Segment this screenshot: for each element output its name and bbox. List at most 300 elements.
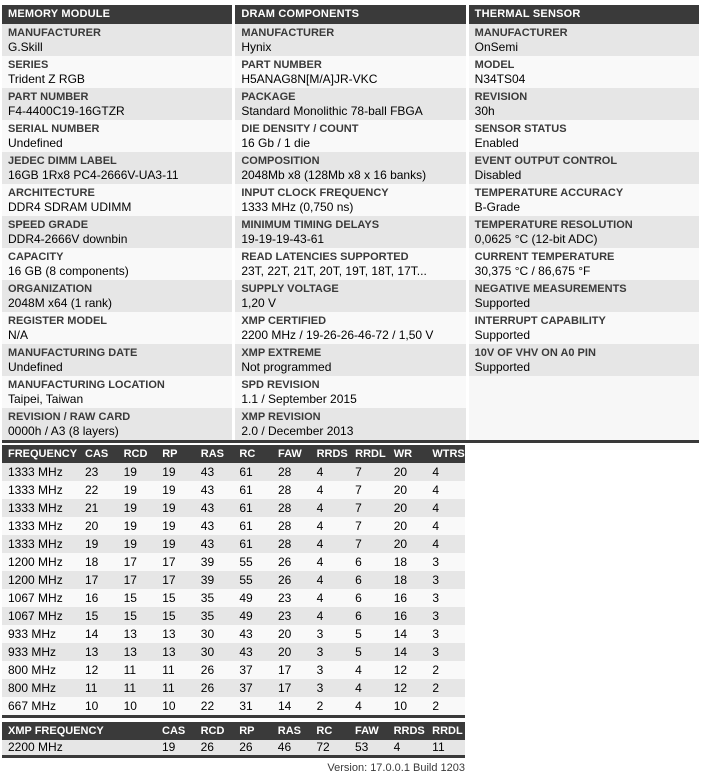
table-header-cell: CAS <box>85 448 109 460</box>
table-cell: 61 <box>239 519 253 533</box>
field-group <box>2 344 232 376</box>
table-header-cell: RP <box>162 448 178 460</box>
table-cell: 26 <box>200 663 215 677</box>
field-group <box>235 56 465 88</box>
table-header-cell: RC <box>316 725 333 737</box>
field-value: 1,20 V <box>241 296 277 310</box>
field-group <box>235 312 465 344</box>
field-value: H5ANAG8N[M/A]JR-VKC <box>241 72 378 86</box>
table-cell: 2 <box>432 681 440 695</box>
info-column <box>235 5 465 440</box>
field-group <box>469 24 699 56</box>
table-cell: 19 <box>162 740 176 754</box>
table-cell: 10 <box>85 699 99 713</box>
field-value: Undefined <box>8 136 63 150</box>
table-row <box>2 643 465 661</box>
table-header-cell: FAW <box>277 448 302 460</box>
table-cell: 35 <box>200 591 215 605</box>
table-cell: 43 <box>200 465 215 479</box>
table-cell: 28 <box>277 483 292 497</box>
field-label: SPEED GRADE <box>8 219 89 231</box>
table-cell: 55 <box>239 573 253 587</box>
table-cell: 800 MHz <box>8 663 57 677</box>
table-cell: 22 <box>200 699 215 713</box>
table-cell: 49 <box>239 591 253 605</box>
table-row <box>2 625 465 643</box>
table-cell: 7 <box>355 465 362 479</box>
table-header-cell: CAS <box>162 725 186 737</box>
table-cell: 4 <box>355 681 362 695</box>
table-cell: 20 <box>393 519 408 533</box>
table-cell: 1200 MHz <box>8 573 63 587</box>
table-cell: 28 <box>277 537 292 551</box>
table-cell: 14 <box>393 627 408 641</box>
field-label: ARCHITECTURE <box>8 187 95 199</box>
table-cell: 14 <box>85 627 99 641</box>
table-cell: 3 <box>316 681 324 695</box>
field-value: N34TS04 <box>474 72 526 86</box>
field-label: JEDEC DIMM LABEL <box>8 155 117 167</box>
table-cell: 1067 MHz <box>8 609 63 623</box>
table-cell: 4 <box>355 699 362 713</box>
table-cell: 4 <box>432 501 440 515</box>
field-group <box>469 280 699 312</box>
field-group <box>235 280 465 312</box>
field-label: CAPACITY <box>8 251 64 263</box>
field-group <box>469 184 699 216</box>
table-header-cell: RAS <box>277 725 302 737</box>
table-cell: 16 <box>85 591 99 605</box>
field-value: Taipei, Taiwan <box>8 392 84 406</box>
table-cell: 13 <box>85 645 99 659</box>
table-cell: 11 <box>432 740 445 754</box>
table-cell: 19 <box>162 465 176 479</box>
table-cell: 10 <box>393 699 408 713</box>
table-cell: 1067 MHz <box>8 591 63 605</box>
field-label: SUPPLY VOLTAGE <box>241 283 339 295</box>
table-cell: 4 <box>316 573 324 587</box>
table-cell: 46 <box>277 740 292 754</box>
table-cell: 4 <box>316 555 324 569</box>
field-value: N/A <box>8 328 29 342</box>
table-row <box>2 740 465 755</box>
field-value: 2048M x64 (1 rank) <box>8 296 113 310</box>
table-cell: 1333 MHz <box>8 537 63 551</box>
field-label: PART NUMBER <box>8 91 89 103</box>
table-cell: 4 <box>316 501 324 515</box>
field-value: 19-19-19-43-61 <box>241 232 325 246</box>
table-cell: 5 <box>355 627 362 641</box>
table-cell: 4 <box>316 483 324 497</box>
table-cell: 1333 MHz <box>8 483 63 497</box>
table-cell: 31 <box>239 699 253 713</box>
table-cell: 3 <box>432 627 440 641</box>
field-label: ORGANIZATION <box>8 283 93 295</box>
field-value: 1.1 / September 2015 <box>241 392 357 406</box>
table-cell: 23 <box>85 465 99 479</box>
table-cell: 26 <box>200 740 214 754</box>
table-cell: 17 <box>277 681 292 695</box>
field-group <box>235 24 465 56</box>
table-cell: 16 <box>393 591 408 605</box>
table-cell: 18 <box>393 573 408 587</box>
field-label: MANUFACTURING LOCATION <box>8 379 165 391</box>
field-label: MANUFACTURER <box>8 27 101 39</box>
field-label: READ LATENCIES SUPPORTED <box>241 251 409 263</box>
table-cell: 3 <box>316 663 324 677</box>
table-cell: 26 <box>277 573 292 587</box>
field-value: 0000h / A3 (8 layers) <box>8 424 119 438</box>
field-label: REVISION <box>474 91 528 103</box>
field-label: PACKAGE <box>241 91 296 103</box>
table-header-cell: RRDL <box>355 448 386 460</box>
field-value: DDR4-2666V downbin <box>8 232 128 246</box>
field-group <box>469 216 699 248</box>
table-cell: 15 <box>162 591 176 605</box>
table-row <box>2 499 465 517</box>
column-title: THERMAL SENSOR <box>474 8 581 20</box>
table-cell: 37 <box>239 681 253 695</box>
table-cell: 4 <box>316 465 324 479</box>
field-group <box>2 88 232 120</box>
table-cell: 61 <box>239 501 253 515</box>
field-group <box>235 184 465 216</box>
table-header-cell: XMP FREQUENCY <box>8 725 104 737</box>
table-cell: 11 <box>123 663 137 677</box>
table-cell: 13 <box>123 627 137 641</box>
table-cell: 19 <box>123 519 137 533</box>
field-value: 2048Mb x8 (128Mb x8 x 16 banks) <box>241 168 427 182</box>
table-cell: 19 <box>162 501 176 515</box>
field-value: F4-4400C19-16GTZR <box>8 104 125 118</box>
table-cell: 7 <box>355 519 362 533</box>
table-cell: 1333 MHz <box>8 519 63 533</box>
field-group <box>469 312 699 344</box>
table-cell: 2200 MHz <box>8 740 63 754</box>
info-column <box>469 5 699 440</box>
table-cell: 4 <box>432 483 440 497</box>
table-cell: 3 <box>432 645 440 659</box>
table-cell: 11 <box>162 681 175 695</box>
table-cell: 14 <box>393 645 408 659</box>
table-cell: 1333 MHz <box>8 465 63 479</box>
table-cell: 4 <box>432 465 440 479</box>
table-cell: 53 <box>354 740 369 754</box>
table-header-row <box>2 445 465 463</box>
field-label: INTERRUPT CAPABILITY <box>474 315 606 327</box>
field-value: DDR4 SDRAM UDIMM <box>8 200 132 214</box>
table-cell: 35 <box>200 609 215 623</box>
field-label: REGISTER MODEL <box>8 315 108 327</box>
table-cell: 15 <box>123 591 137 605</box>
field-value: Trident Z RGB <box>8 72 85 86</box>
field-group <box>235 88 465 120</box>
table-cell: 20 <box>393 501 408 515</box>
table-cell: 17 <box>277 663 292 677</box>
table-cell: 3 <box>432 591 440 605</box>
field-group <box>469 248 699 280</box>
table-cell: 6 <box>355 609 362 623</box>
field-group <box>2 24 232 56</box>
table-cell: 16 <box>393 609 408 623</box>
field-label: MANUFACTURING DATE <box>8 347 138 359</box>
table-cell: 23 <box>277 609 292 623</box>
table-cell: 11 <box>162 663 175 677</box>
info-columns <box>2 5 699 440</box>
field-label: MANUFACTURER <box>474 27 568 39</box>
table-cell: 14 <box>277 699 292 713</box>
field-value: Enabled <box>474 136 519 150</box>
table-cell: 7 <box>355 483 362 497</box>
table-header-cell: WR <box>393 448 413 460</box>
table-header-cell: RRDS <box>316 448 348 460</box>
field-group <box>2 120 232 152</box>
field-value: G.Skill <box>8 40 43 54</box>
table-row <box>2 571 465 589</box>
table-cell: 4 <box>316 537 324 551</box>
version-text: Version: 17.0.0.1 Build 1203 <box>327 762 465 774</box>
table-cell: 13 <box>162 645 176 659</box>
table-cell: 39 <box>200 573 215 587</box>
table-cell: 13 <box>123 645 137 659</box>
field-label: MANUFACTURER <box>241 27 335 39</box>
table-header-cell: RCD <box>200 725 225 737</box>
table-cell: 11 <box>123 681 137 695</box>
table-header-cell: RCD <box>123 448 148 460</box>
field-group <box>2 376 232 408</box>
field-value: 16 Gb / 1 die <box>241 136 311 150</box>
field-label: XMP EXTREME <box>241 347 322 359</box>
column-title: DRAM COMPONENTS <box>241 8 360 20</box>
field-list <box>2 24 232 440</box>
field-group <box>235 120 465 152</box>
table-cell: 3 <box>316 645 324 659</box>
table-cell: 17 <box>123 573 137 587</box>
table-cell: 20 <box>277 645 292 659</box>
field-value: 2.0 / December 2013 <box>241 424 354 438</box>
table-cell: 12 <box>393 681 408 695</box>
field-group <box>235 152 465 184</box>
field-value: Standard Monolithic 78-ball FBGA <box>241 104 423 118</box>
field-value: 30,375 °C / 86,675 °F <box>474 264 591 278</box>
field-group <box>2 280 232 312</box>
field-label: TEMPERATURE ACCURACY <box>474 187 624 199</box>
field-value: 30h <box>474 104 495 118</box>
field-group <box>235 376 465 408</box>
table-cell: 7 <box>355 537 362 551</box>
field-group <box>469 56 699 88</box>
table-cell: 30 <box>200 645 215 659</box>
field-value: Undefined <box>8 360 63 374</box>
field-label: NEGATIVE MEASUREMENTS <box>474 283 627 295</box>
column-title: MEMORY MODULE <box>8 8 111 20</box>
table-cell: 20 <box>393 483 408 497</box>
table-cell: 43 <box>239 627 253 641</box>
field-group <box>469 120 699 152</box>
table-cell: 49 <box>239 609 253 623</box>
table-cell: 15 <box>85 609 99 623</box>
table-cell: 15 <box>162 609 176 623</box>
field-list <box>469 24 699 376</box>
table-cell: 28 <box>277 519 292 533</box>
table-cell: 43 <box>200 537 215 551</box>
field-list <box>235 24 465 440</box>
table-cell: 19 <box>123 483 137 497</box>
field-value: 16GB 1Rx8 PC4-2666V-UA3-11 <box>8 168 179 182</box>
field-value: Supported <box>474 360 531 374</box>
table-cell: 61 <box>239 537 253 551</box>
table-cell: 28 <box>277 465 292 479</box>
table-cell: 37 <box>239 663 253 677</box>
table-cell: 933 MHz <box>8 627 57 641</box>
table-cell: 19 <box>85 537 99 551</box>
table-cell: 17 <box>123 555 137 569</box>
table-cell: 5 <box>355 645 362 659</box>
table-header-row <box>2 722 465 740</box>
field-label: SPD REVISION <box>241 379 320 391</box>
table-cell: 61 <box>239 465 253 479</box>
table-cell: 2 <box>432 699 440 713</box>
table-row <box>2 481 465 499</box>
field-value: B-Grade <box>474 200 521 214</box>
table-cell: 20 <box>393 465 408 479</box>
table-cell: 19 <box>123 465 137 479</box>
table-cell: 7 <box>355 501 362 515</box>
field-label: COMPOSITION <box>241 155 320 167</box>
table-cell: 1200 MHz <box>8 555 63 569</box>
table-header-cell: RRDL <box>432 725 463 737</box>
field-group <box>469 344 699 376</box>
table-cell: 3 <box>432 573 440 587</box>
table-cell: 12 <box>393 663 408 677</box>
field-label: MINIMUM TIMING DELAYS <box>241 219 380 231</box>
field-label: PART NUMBER <box>241 59 322 71</box>
table-cell: 4 <box>316 591 324 605</box>
table-header-cell: FREQUENCY <box>8 448 78 460</box>
info-column <box>2 5 232 440</box>
table-cell: 667 MHz <box>8 699 57 713</box>
table-cell: 2 <box>432 663 440 677</box>
table-cell: 4 <box>316 519 324 533</box>
table-cell: 18 <box>393 555 408 569</box>
field-value: Disabled <box>474 168 522 182</box>
table-cell: 20 <box>277 627 292 641</box>
table-cell: 28 <box>277 501 292 515</box>
field-group <box>2 184 232 216</box>
table-cell: 2 <box>316 699 324 713</box>
field-value: 0,0625 °C (12-bit ADC) <box>474 232 598 246</box>
field-group <box>469 88 699 120</box>
field-value: 23T, 22T, 21T, 20T, 19T, 18T, 17T... <box>241 264 427 278</box>
field-label: EVENT OUTPUT CONTROL <box>474 155 618 167</box>
table-cell: 20 <box>393 537 408 551</box>
jedec-timing-table <box>2 445 465 718</box>
column-header <box>469 5 699 24</box>
table-cell: 21 <box>85 501 99 515</box>
xmp-timing-table <box>2 722 465 758</box>
table-cell: 43 <box>200 483 215 497</box>
field-group <box>235 216 465 248</box>
table-cell: 933 MHz <box>8 645 57 659</box>
table-cell: 11 <box>85 681 98 695</box>
table-cell: 4 <box>316 609 324 623</box>
field-group <box>2 216 232 248</box>
table-cell: 43 <box>200 519 215 533</box>
table-cell: 17 <box>85 573 99 587</box>
table-cell: 17 <box>162 573 176 587</box>
field-value: 2200 MHz / 19-26-26-46-72 / 1,50 V <box>241 328 434 342</box>
table-cell: 13 <box>162 627 176 641</box>
table-cell: 4 <box>432 519 440 533</box>
field-label: 10V OF VHV ON A0 PIN <box>474 347 596 359</box>
field-value: Supported <box>474 328 531 342</box>
table-row <box>2 607 465 625</box>
field-label: REVISION / RAW CARD <box>8 411 131 423</box>
table-cell: 43 <box>200 501 215 515</box>
table-row <box>2 463 465 481</box>
field-value: 1333 MHz (0,750 ns) <box>241 200 354 214</box>
table-cell: 15 <box>123 609 137 623</box>
table-cell: 1333 MHz <box>8 501 63 515</box>
field-label: TEMPERATURE RESOLUTION <box>474 219 633 231</box>
table-cell: 30 <box>200 627 215 641</box>
field-group <box>2 312 232 344</box>
field-value: Not programmed <box>241 360 332 374</box>
table-row <box>2 697 465 715</box>
table-row <box>2 679 465 697</box>
table-cell: 6 <box>355 591 362 605</box>
table-cell: 18 <box>85 555 99 569</box>
field-group <box>235 408 465 440</box>
table-row <box>2 553 465 571</box>
table-cell: 19 <box>123 537 137 551</box>
field-label: XMP REVISION <box>241 411 321 423</box>
field-label: DIE DENSITY / COUNT <box>241 123 359 135</box>
table-cell: 55 <box>239 555 253 569</box>
table-cell: 22 <box>85 483 99 497</box>
table-cell: 19 <box>162 519 176 533</box>
table-header-cell: RRDS <box>393 725 425 737</box>
table-cell: 61 <box>239 483 253 497</box>
field-label: INPUT CLOCK FREQUENCY <box>241 187 389 199</box>
table-cell: 39 <box>200 555 215 569</box>
field-group <box>235 344 465 376</box>
table-cell: 3 <box>432 609 440 623</box>
table-cell: 17 <box>162 555 176 569</box>
table-cell: 19 <box>162 537 176 551</box>
field-label: SENSOR STATUS <box>474 123 567 135</box>
field-value: OnSemi <box>474 40 519 54</box>
section-divider <box>2 440 699 443</box>
field-group <box>2 248 232 280</box>
field-value: Supported <box>474 296 531 310</box>
table-cell: 43 <box>239 645 253 659</box>
field-group <box>2 152 232 184</box>
table-header-cell: RAS <box>200 448 225 460</box>
table-row <box>2 661 465 679</box>
field-value: 16 GB (8 components) <box>8 264 129 278</box>
table-cell: 6 <box>355 573 362 587</box>
table-row <box>2 517 465 535</box>
table-cell: 4 <box>393 740 401 754</box>
table-cell: 3 <box>316 627 324 641</box>
table-cell: 26 <box>239 740 253 754</box>
table-cell: 800 MHz <box>8 681 57 695</box>
table-header-cell: WTRS <box>432 448 465 460</box>
field-group <box>469 152 699 184</box>
field-group <box>2 56 232 88</box>
field-group <box>235 248 465 280</box>
